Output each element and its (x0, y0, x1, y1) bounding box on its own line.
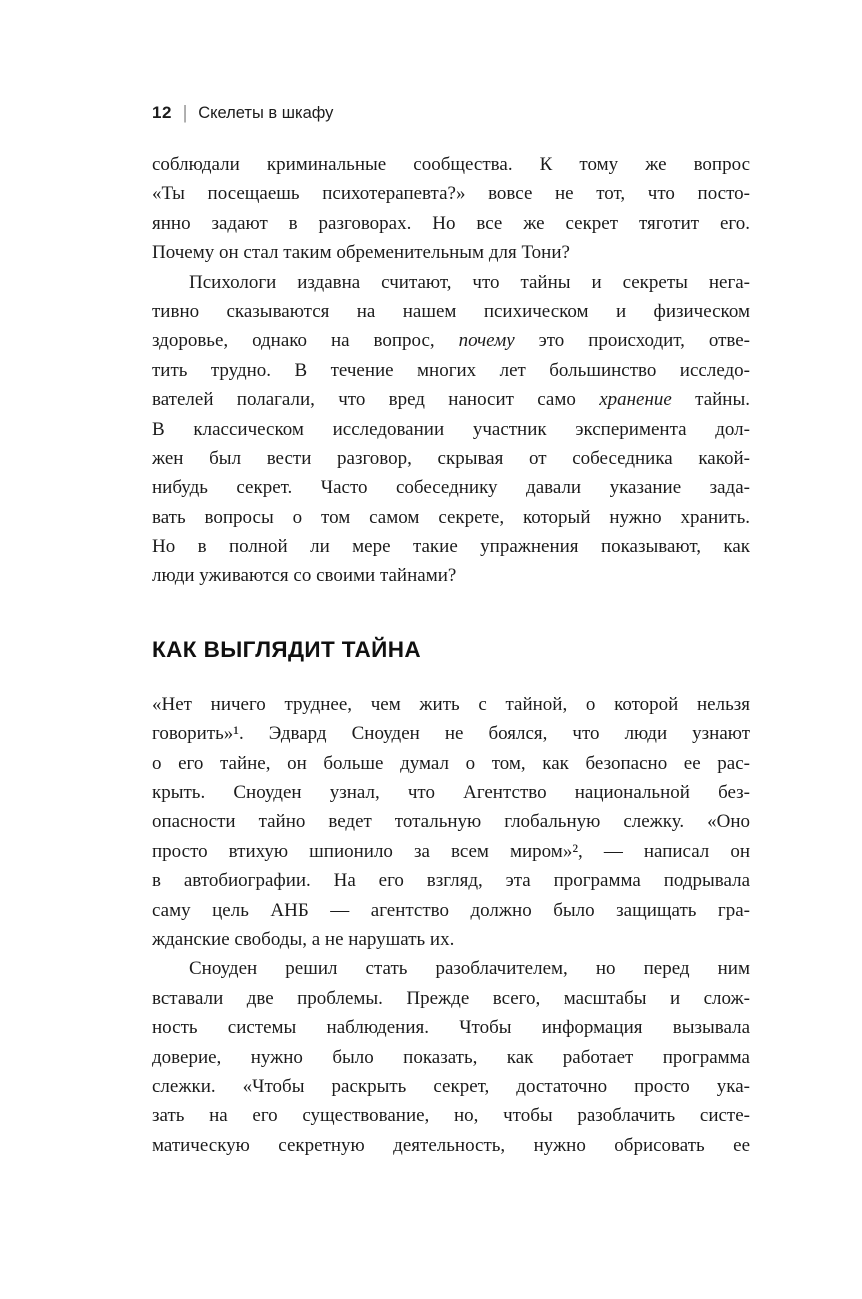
text-line: вателей полагали, что вред наносит само хранение тайны. (152, 389, 750, 411)
text-line: тивно сказываются на нашем психическом и физическом (152, 300, 750, 322)
header-separator: | (182, 103, 188, 123)
text-line: ность системы наблюдения. Чтобы информация вызывала (152, 1017, 750, 1039)
paragraph (152, 690, 750, 955)
text-line: доверие, нужно было показать, как работает программа (152, 1046, 750, 1068)
paragraph (152, 150, 750, 268)
text-line: здоровье, однако на вопрос, почему это происходит, отве- (152, 330, 750, 352)
text-line: о его тайне, он больше думал о том, как безопасно ее рас- (152, 752, 750, 774)
text-line: просто втихую шпионило за всем миром»², — написал он (152, 840, 750, 862)
paragraph (152, 268, 750, 591)
text-line: янно задают в разговорах. Но все же секрет тяготит его. (152, 212, 750, 234)
text-line: люди уживаются со своими тайнами? (152, 565, 457, 587)
text-line: саму цель АНБ — агентство должно было защищать гра- (152, 899, 750, 921)
text-line: вать вопросы о том самом секрете, который нужно хранить. (152, 506, 750, 528)
text-line: вставали две проблемы. Прежде всего, масштабы и слож- (152, 987, 750, 1009)
text-line: Но в полной ли мере такие упражнения показывают, как (152, 536, 750, 558)
text-line: нибудь секрет. Часто собеседнику давали указание зада- (152, 477, 750, 499)
text-line: жданские свободы, а не нарушать их. (152, 928, 455, 950)
text-line: В классическом исследовании участник эксперимента дол- (152, 418, 750, 440)
text-line: в автобиографии. На его взгляд, эта программа подрывала (152, 870, 750, 892)
text-line: «Нет ничего труднее, чем жить с тайной, о которой нельзя (152, 693, 750, 715)
body-text (152, 150, 750, 1160)
text-line: матическую секретную деятельность, нужно обрисовать ее (152, 1134, 750, 1156)
page-header (152, 103, 333, 123)
paragraph (152, 954, 750, 1160)
text-line: тить трудно. В течение многих лет большинство исследо- (152, 359, 750, 381)
text-line: говорить»¹. Эдвард Сноуден не боялся, что люди узнают (152, 723, 750, 745)
text-line: крыть. Сноуден узнал, что Агентство национальной без- (152, 782, 750, 804)
page-number: 12 (152, 103, 172, 122)
text-line: слежки. «Чтобы раскрыть секрет, достаточно просто ука- (152, 1075, 750, 1097)
text-line: Сноуден решил стать разоблачителем, но перед ним (189, 958, 750, 980)
text-line: соблюдали криминальные сообщества. К тому же вопрос (152, 154, 750, 175)
section-heading: КАК ВЫГЛЯДИТ ТАЙНА (152, 636, 422, 662)
text-line: зать на его существование, но, чтобы разоблачить систе- (152, 1105, 750, 1127)
text-line: «Ты посещаешь психотерапевта?» вовсе не тот, что посто- (152, 183, 750, 205)
text-line: Почему он стал таким обременительным для Тони? (152, 242, 570, 264)
text-line: жен был вести разговор, скрывая от собеседника какой- (152, 447, 750, 469)
text-line: опасности тайно ведет тотальную глобальную слежку. «Оно (152, 811, 750, 833)
text-line: Психологи издавна считают, что тайны и секреты нега- (189, 271, 750, 293)
running-title: Скелеты в шкафу (198, 104, 334, 122)
